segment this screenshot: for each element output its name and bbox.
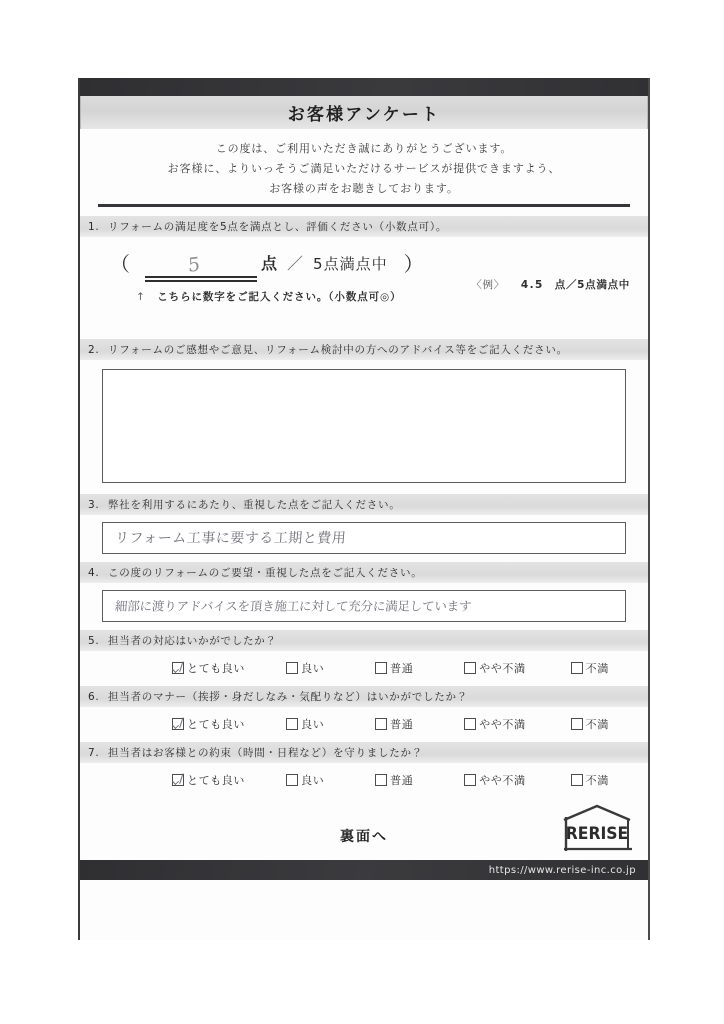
option-label: やや不満 [479,774,526,788]
handwritten-score: 5 [188,253,202,278]
question-6-option-0[interactable] [172,716,286,732]
score-entry-line [110,251,425,278]
option-label: とても良い [187,662,245,676]
score-hint-text: こちらに数字をご記入ください。（小数点可◎） [157,291,402,304]
option-label: やや不満 [479,718,526,732]
footer [80,798,648,860]
option-label: 良い [301,718,325,732]
question-6-number: 6. [88,691,100,704]
intro-line-1: この度は、ご利用いただき誠にありがとうございます。 [215,142,513,155]
question-5-header [80,630,648,651]
question-6-header [80,686,648,707]
question-5-body [80,651,648,686]
checkbox-checked-icon[interactable] [172,718,184,730]
checkbox-icon[interactable] [571,718,583,730]
option-label: 良い [301,774,325,788]
score-slash: ／ [287,254,305,274]
intro-line-3: お客様の声をお聴きしております。 [269,181,459,195]
rerise-logo [560,803,634,855]
question-2-text: リフォームのご感想やご意見、リフォーム検討中の方へのアドバイス等をご記入ください。 [108,344,568,357]
question-6-option-3[interactable] [464,716,570,732]
question-3-answer-box[interactable] [102,522,626,554]
footer-bar [80,860,648,880]
intro-divider [98,204,630,207]
score-example [471,277,630,292]
checkbox-icon[interactable] [464,774,476,786]
question-4-text: この度のリフォームのご要望・重視した点をご記入ください。 [108,567,423,580]
checkbox-icon[interactable] [571,774,583,786]
up-arrow-icon: ↑ [136,291,146,304]
question-7-option-2[interactable] [375,772,464,788]
question-7-text: 担当者はお客様との約束（時間・日程など）を守りましたか？ [108,747,423,760]
question-1-header [80,216,648,237]
question-7-header [80,742,648,763]
question-3-text: 弊社を利用するにあたり、重視した点をご記入ください。 [108,499,401,512]
question-2-answer-box[interactable] [102,369,626,483]
score-hint [136,289,401,304]
question-1-number: 1. [88,221,100,234]
option-label: 不満 [585,774,609,788]
score-close-paren: ） [403,252,425,277]
checkbox-icon[interactable] [464,718,476,730]
question-5-option-1[interactable] [286,660,375,676]
score-blank[interactable] [145,253,257,278]
question-2-body [80,360,648,494]
question-4-number: 4. [88,567,100,580]
question-1-text: リフォームの満足度を5点を満点とし、評価ください（小数点可）。 [108,221,448,234]
checkbox-icon[interactable] [375,718,387,730]
option-label: 良い [301,662,325,676]
question-4-body [80,583,648,630]
intro-text [80,129,648,216]
title-band [80,96,648,129]
question-4-header [80,562,648,583]
checkbox-checked-icon[interactable] [172,774,184,786]
checkbox-icon[interactable] [375,662,387,674]
option-label: 普通 [390,662,414,676]
website-url: https://www.rerise-inc.co.jp [488,864,636,876]
question-3-handwritten-answer: リフォーム工事に要する工期と費用 [114,530,347,547]
question-5-option-0[interactable] [172,660,286,676]
score-unit: 点 [261,254,279,274]
survey-sheet [78,78,650,940]
svg-text:RERISE: RERISE [565,823,629,844]
question-6-option-4[interactable] [571,716,648,732]
question-1-body [80,237,648,339]
page-title: お客様アンケート [287,105,441,125]
option-label: 普通 [390,774,414,788]
question-3-body [80,515,648,562]
question-7-option-3[interactable] [464,772,570,788]
question-7-option-0[interactable] [172,772,286,788]
question-7-body [80,763,648,798]
checkbox-icon[interactable] [286,718,298,730]
question-6-option-2[interactable] [375,716,464,732]
option-label: 不満 [585,718,609,732]
option-label: 不満 [585,662,609,676]
question-6-text: 担当者のマナー（挨拶・身だしなみ・気配りなど）はいかがでしたか？ [108,691,468,704]
intro-line-2: お客様に、よりいっそうご満足いただけるサービスが提供できますよう、 [167,161,561,175]
question-3-number: 3. [88,499,100,512]
question-7-options [80,763,648,798]
checkbox-icon[interactable] [375,774,387,786]
checkbox-icon[interactable] [286,774,298,786]
option-label: とても良い [187,718,245,732]
question-5-number: 5. [88,635,100,648]
checkbox-icon[interactable] [286,662,298,674]
score-underline [145,276,257,282]
option-label: とても良い [187,774,245,788]
score-full-mark: 5点満点中 [313,255,388,274]
question-3-header [80,494,648,515]
checkbox-checked-icon[interactable] [172,662,184,674]
question-5-options [80,651,648,686]
question-5-option-4[interactable] [571,660,648,676]
question-4-handwritten-answer: 細部に渡りアドバイスを頂き施工に対して充分に満足しています [114,598,472,614]
option-label: 普通 [390,718,414,732]
back-page-note: 裏面へ [340,829,388,846]
question-7-option-4[interactable] [571,772,648,788]
score-open-paren: （ [110,252,131,277]
question-5-option-3[interactable] [464,660,570,676]
option-label: やや不満 [479,662,526,676]
question-7-number: 7. [88,747,100,760]
example-label: 〈例〉 [471,279,505,292]
checkbox-icon[interactable] [464,662,476,674]
checkbox-icon[interactable] [571,662,583,674]
question-5-text: 担当者の対応はいかがでしたか？ [108,635,277,648]
question-4-answer-box[interactable] [102,590,626,622]
question-2-header [80,339,648,360]
question-7-option-1[interactable] [286,772,375,788]
question-6-options [80,707,648,742]
question-6-option-1[interactable] [286,716,375,732]
example-unit: 点／5点満点中 [554,279,630,292]
header-bar [80,78,648,96]
question-6-body [80,707,648,742]
question-2-number: 2. [88,344,100,357]
question-5-option-2[interactable] [375,660,464,676]
example-value: 4.5 [520,279,544,292]
